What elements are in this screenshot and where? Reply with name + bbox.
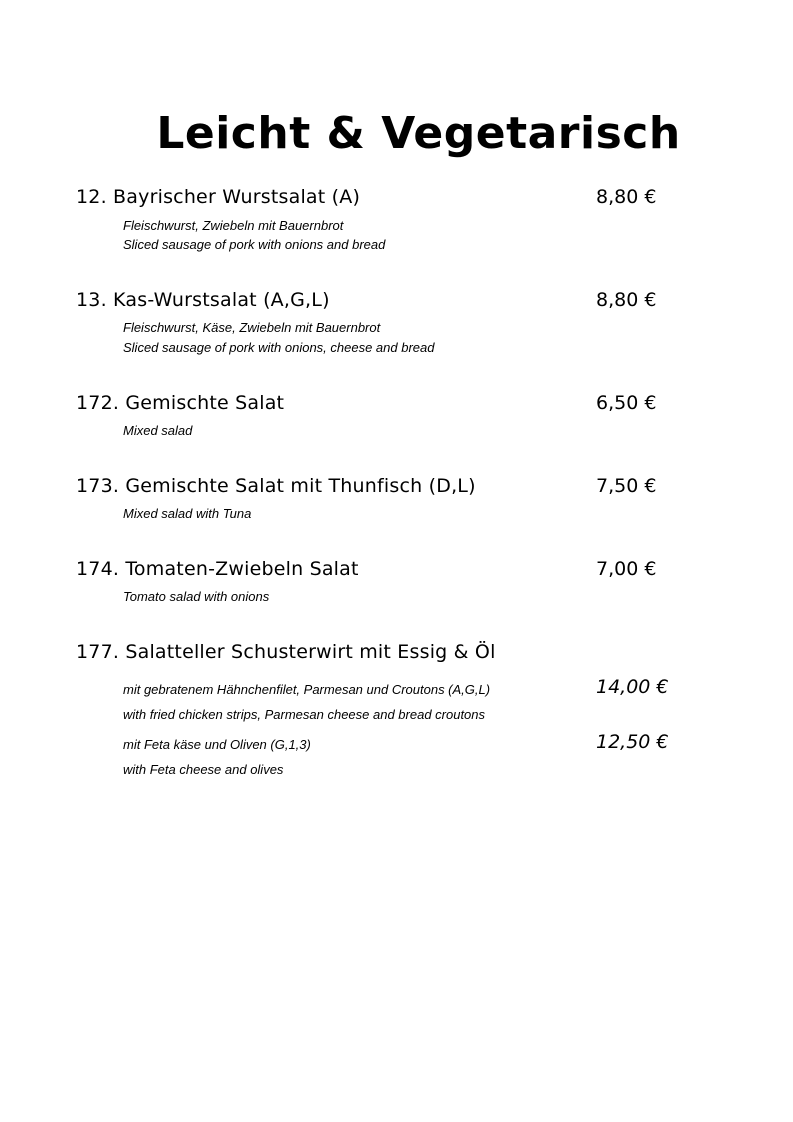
menu-variant-description-en: with fried chicken strips, Parmesan cheese and bread croutons (123, 707, 486, 722)
menu-item-name: 174. Tomaten-Zwiebeln Salat (76, 558, 359, 580)
menu-variant-price: 12,50 € (596, 731, 669, 753)
menu-item-description-de: Fleischwurst, Käse, Zwiebeln mit Bauernbrot (123, 320, 381, 335)
menu-item-price: 7,00 € (596, 558, 657, 580)
menu-item-name: 172. Gemischte Salat (76, 392, 285, 414)
page-title: Leicht & Vegetarisch (156, 108, 681, 159)
menu-item-price: 8,80 € (596, 186, 657, 208)
menu-item-description-de: Fleischwurst, Zwiebeln mit Bauernbrot (123, 218, 344, 233)
menu-item-name: 177. Salatteller Schusterwirt mit Essig & Öl (76, 641, 496, 663)
menu-item-price: 8,80 € (596, 289, 657, 311)
menu-item-price: 7,50 € (596, 475, 657, 497)
menu-item-name: 13. Kas-Wurstsalat (A,G,L) (76, 289, 330, 311)
menu-item-description-en: Tomato salad with onions (123, 589, 270, 604)
menu-item-description-en: Mixed salad (123, 423, 193, 438)
menu-item-price: 6,50 € (596, 392, 657, 414)
menu-variant-description-de: mit Feta käse und Oliven (G,1,3) (123, 737, 311, 752)
menu-item-name: 173. Gemischte Salat mit Thunfisch (D,L) (76, 475, 476, 497)
menu-item-description-en: Sliced sausage of pork with onions, cheese and bread (123, 340, 435, 355)
menu-variant-description-de: mit gebratenem Hähnchenfilet, Parmesan und Croutons (A,G,L) (123, 682, 491, 697)
menu-item-name: 12. Bayrischer Wurstsalat (A) (76, 186, 361, 208)
menu-variant-description-en: with Feta cheese and olives (123, 762, 284, 777)
menu-item-description-en: Mixed salad with Tuna (123, 506, 252, 521)
menu-variant-price: 14,00 € (596, 676, 669, 698)
menu-item-description-en: Sliced sausage of pork with onions and bread (123, 237, 386, 252)
